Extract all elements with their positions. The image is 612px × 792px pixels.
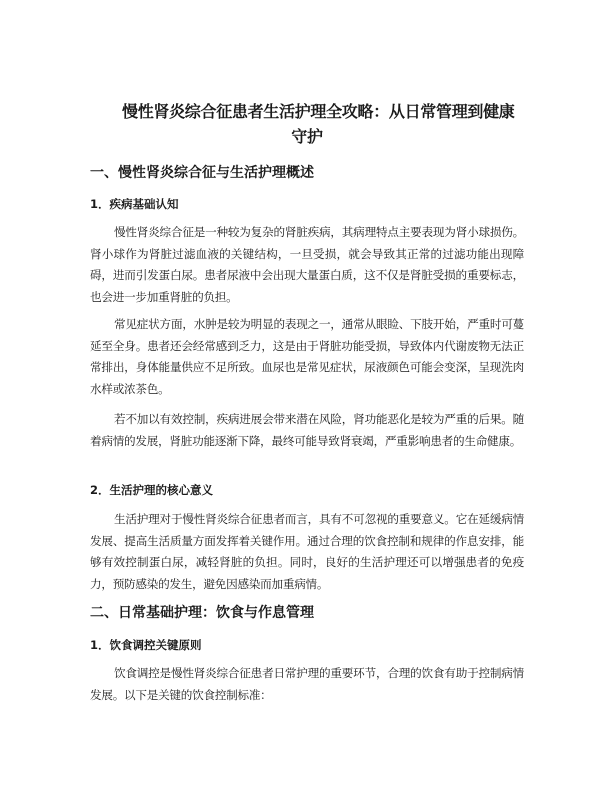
document-title-line-2: 守护 bbox=[291, 127, 323, 146]
paragraph-disease-basics: 慢性肾炎综合征是一种较为复杂的肾脏疾病，其病理特点主要表现为肾小球损伤。肾小球作为肾脏过滤血液的关键结构，一旦受损，就会导致其正常的过滤功能出现障碍，进而引发蛋白尿。患者尿液中会出现大量蛋白质，这不仅是肾脏受损的重要标志，也会进一步加重肾脏的负担。 bbox=[90, 225, 524, 304]
paragraph-common-symptoms: 常见症状方面，水肿是较为明显的表现之一，通常从眼睑、下肢开始，严重时可蔓延至全身。患者还会经常感到乏力，这是由于肾脏功能受损，导致体内代谢废物无法正常排出，身体能量供应不足所致。血尿也是常见症状，尿液颜色可能会变深，呈现洗肉水样或浓茶色。 bbox=[90, 317, 524, 396]
subsection-heading-1-2: 2．生活护理的核心意义 bbox=[90, 483, 214, 497]
subsection-heading-2-1: 1．饮食调控关键原则 bbox=[90, 638, 202, 652]
paragraph-disease-risks: 若不加以有效控制，疾病进展会带来潜在风险，肾功能恶化是较为严重的后果。随着病情的发展，肾脏功能逐渐下降，最终可能导致肾衰竭，严重影响患者的生命健康。 bbox=[90, 412, 524, 448]
section-heading-2: 二、日常基础护理：饮食与作息管理 bbox=[90, 605, 314, 621]
section-heading-1: 一、慢性肾炎综合征与生活护理概述 bbox=[90, 165, 314, 181]
document-title-line-1: 慢性肾炎综合征患者生活护理全攻略：从日常管理到健康 bbox=[122, 102, 515, 121]
subsection-heading-1-1: 1．疾病基础认知 bbox=[90, 197, 179, 211]
document-title bbox=[90, 99, 524, 149]
paragraph-diet-principles: 饮食调控是慢性肾炎综合征患者日常护理的重要环节，合理的饮食有助于控制病情发展。以下是关键的饮食控制标准： bbox=[90, 666, 524, 702]
paragraph-care-significance: 生活护理对于慢性肾炎综合征患者而言，具有不可忽视的重要意义。它在延缓病情发展、提高生活质量方面发挥着关键作用。通过合理的饮食控制和规律的作息安排，能够有效控制蛋白尿，减轻肾脏的负担。同时，良好的生活护理还可以增强患者的免疫力，预防感染的发生，避免因感染而加重病情。 bbox=[90, 512, 524, 591]
